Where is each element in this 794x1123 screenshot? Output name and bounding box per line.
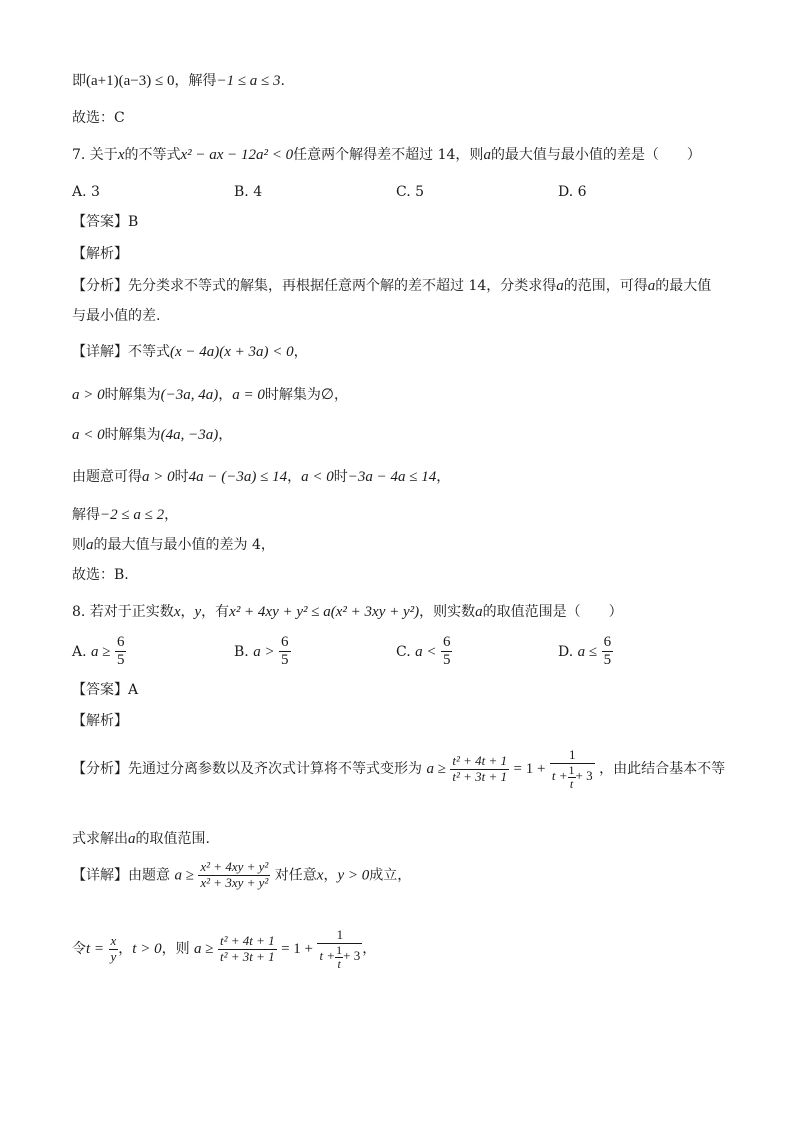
text: 则 [72,537,86,553]
math: −2 ≤ a ≤ 2 [100,507,165,523]
math: a = 0 [232,387,265,403]
text: . [280,73,285,89]
numerator: 6 [441,634,453,652]
text: 的最大值与最小值的差是（ ） [490,147,701,163]
answer-label: 【答案】A [72,682,139,698]
math-var: y [194,604,202,620]
math: t + [319,948,336,964]
text: 令 [72,941,86,958]
math: a > 0 [72,387,105,403]
text: 【分析】先通过分离参数以及齐次式计算将不等式变形为 [72,761,422,778]
text: 【详解】由题意 [72,867,170,884]
text: 的取值范围. [135,831,210,847]
math: a ≥ [426,761,446,778]
math-var: a [556,278,564,294]
text: 解得 [72,507,100,523]
numerator: 1 [336,942,343,957]
text: 的最大值 [655,278,712,294]
math-var: a [475,604,483,620]
numerator: 1 [568,762,575,777]
math: a ≥ [174,867,194,884]
numerator: 1 [317,928,362,944]
math-result: −1 ≤ a ≤ 3 [216,73,281,89]
text: ， [436,469,451,485]
text: ，则实数 [419,604,476,620]
question-8-stem [72,603,623,621]
text: ， [287,469,302,485]
option-b[interactable] [234,634,291,670]
detail-line [72,860,411,891]
denominator: t [569,776,574,791]
option-a[interactable]: A. 3 [72,184,100,200]
option-d[interactable] [558,634,613,670]
math-var: a [86,537,94,553]
numerator: t² + 4t + 1 [452,752,508,768]
text: 时解集为 [104,387,161,403]
detail-line [72,536,275,554]
analysis-text [72,748,725,790]
numerator: t² + 4t + 1 [219,932,275,948]
answer-label: 【答案】B [72,214,139,230]
text: 的不等式 [124,147,181,163]
option-label: A. [72,643,87,660]
text: 由题意可得 [72,469,142,485]
numerator: 6 [279,634,291,652]
math: a < 0 [301,469,334,485]
math-var: x [117,147,125,163]
numerator: x [110,932,117,948]
analysis-text [72,277,711,295]
math-var: a [128,831,136,847]
math: t > 0 [132,941,162,958]
denominator: t² + 3t + 1 [219,948,275,964]
text: 成立， [369,867,412,884]
option-d[interactable]: D. 6 [558,184,587,200]
text: 7. 关于 [72,147,118,163]
text: ， [118,941,133,958]
text: ， [164,507,179,523]
math-interval: (4a, −3a) [160,427,219,443]
math-inequality: x² − ax − 12a² < 0 [180,147,294,163]
math-interval: (−3a, 4a) [160,387,219,403]
text: 对任意 [274,867,317,884]
detail-line [72,426,232,444]
math-inequality: (x − 4a)(x + 3a) < 0 [170,344,294,360]
math: t + [551,768,568,784]
text: 的最大值与最小值的差为 4， [93,537,275,553]
text: ， [218,427,233,443]
numerator: 6 [115,634,127,652]
analysis-text-cont: 与最小值的差. [72,308,161,324]
text: ， [293,344,308,360]
choose-line: 故选：B. [72,567,129,583]
numerator: x² + 4xy + y² [200,859,269,874]
text: 8. 若对于正实数 [72,604,174,620]
text: 的取值范围是（ ） [482,604,623,620]
math: a < 0 [72,427,105,443]
analysis-label: 【解析】 [72,246,128,262]
denominator: t [337,956,341,971]
option-label: C. [396,643,411,660]
math: = 1 + [281,941,314,958]
text: 时解集为 [264,387,321,403]
detail-line [72,468,450,486]
denominator: 5 [281,652,289,669]
text: 式求解出 [72,831,128,847]
detail-line [72,506,178,524]
text: ， [218,387,233,403]
detail-line [72,928,376,970]
math-var: x [173,604,181,620]
math-var: a [647,278,656,294]
denominator: y [110,948,117,964]
text: 时 [333,469,348,485]
numerator: 6 [602,634,614,652]
math-inequality: x² + 4xy + y² ≤ a(x² + 3xy + y²) [229,604,420,620]
text: ， [333,387,348,403]
math: y > 0 [337,867,370,884]
text: 的范围，可得 [563,278,648,294]
option-b[interactable]: B. 4 [234,184,263,200]
detail-line [72,386,348,404]
math: a > 0 [142,469,175,485]
math: + 3 [575,768,593,784]
option-c[interactable] [396,634,452,670]
math: a > [253,643,275,660]
denominator: x² + 3xy + y² [200,874,269,890]
math-inequality: (a+1)(a−3) ≤ 0 [86,73,175,89]
numerator: 1 [550,748,595,764]
option-a[interactable] [72,634,126,670]
text: ， [323,867,338,884]
math: a ≥ [194,941,214,958]
detail-line [72,343,308,361]
text: 时 [174,469,189,485]
math: −3a − 4a ≤ 14 [347,469,437,485]
math: a ≤ [577,643,598,660]
empty-set-symbol: ∅ [320,387,334,403]
math-var: a [483,147,491,163]
denominator: t² + 3t + 1 [452,768,508,784]
text: 【分析】先分类求不等式的解集，再根据任意两个解的差不超过 14，分类求得 [72,278,557,294]
text: ， [180,604,195,620]
option-c[interactable]: C. 5 [396,184,425,200]
option-label: D. [558,643,574,660]
text: ，有 [201,604,230,620]
text: 任意两个解得差不超过 14，则 [293,147,484,163]
math-var: x [316,867,324,884]
solution-line [72,72,285,90]
denominator: 5 [116,652,125,669]
math: = 1 + [513,761,546,778]
math: a < [415,643,437,660]
text: ， [362,941,377,958]
text: ，由此结合基本不等 [599,761,726,778]
choose-line: 故选：C [72,110,125,126]
math: 4a − (−3a) ≤ 14 [188,469,288,485]
denominator: 5 [603,652,612,669]
text: ，则 [161,941,190,958]
math: t = [86,941,105,958]
text: ，解得 [174,73,217,89]
text: 时解集为 [104,427,161,443]
text: 即 [72,73,86,89]
question-7-stem [72,146,701,164]
option-label: B. [234,643,249,660]
math: + 3 [343,948,361,964]
analysis-label: 【解析】 [72,713,128,729]
denominator: 5 [442,652,451,669]
text: 【详解】不等式 [72,344,170,360]
math: a ≥ [91,643,111,660]
analysis-text-cont [72,830,210,848]
